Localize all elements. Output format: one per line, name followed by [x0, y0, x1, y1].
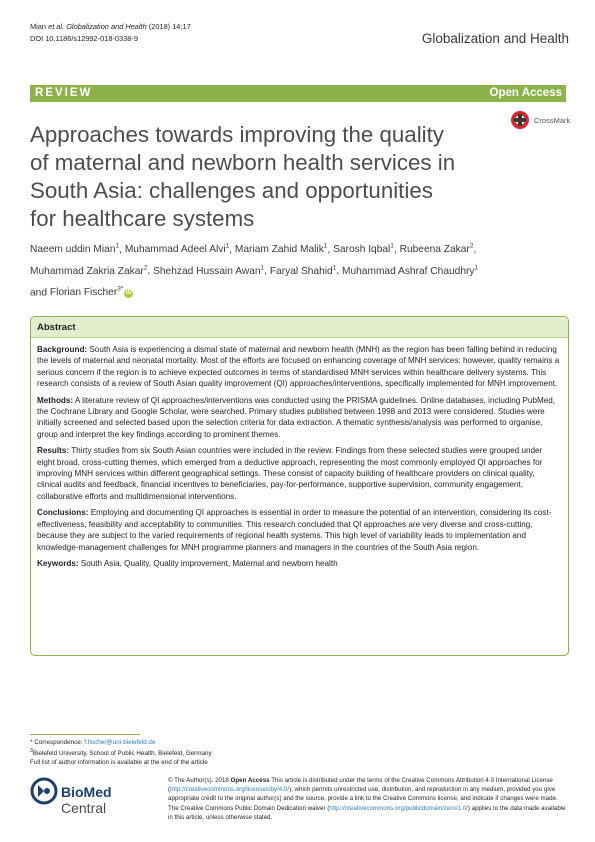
- crossmark-badge[interactable]: [510, 110, 576, 132]
- author[interactable]: Muhammad Ashraf Chaudhry$^1$: [341, 264, 479, 277]
- author[interactable]: Sarosh Iqbal$^1$: [333, 243, 394, 256]
- author[interactable]: Faryal Shahid$^1$: [269, 264, 337, 277]
- citation-year-pages: (2018) 14:17: [148, 22, 191, 31]
- abstract-header: [31, 317, 568, 338]
- author[interactable]: Rubeena Zakar$^2$: [399, 243, 474, 256]
- abstract-methods: Methods: A literature review of QI approaches/interventions was conducted using the PRISMA guidelines. Online databases, including PubMed, the Cochrane Library and Google Scholar, were searched. Primary studies published between 1998 and 2013 were considered. Studies were initially screened and selected based upon the selection criteria for data extraction. A thematic synthesis/analysis was performed to organise, group and interpret the key findings according to prominent themes.: [37, 395, 556, 439]
- author[interactable]: Muhammad Zakria Zakar$^2$: [30, 264, 148, 277]
- authors-and: and: [30, 287, 47, 299]
- open-access-label: Open Access: [489, 87, 562, 99]
- title-line-4: for healthcare systems: [30, 206, 255, 231]
- publisher-logo: [30, 776, 160, 816]
- affiliation: $^3$Bielefeld University, School of Public Health, Bielefeld, Germany: [30, 748, 212, 758]
- orcid-icon[interactable]: iD: [125, 290, 132, 297]
- license-link-zero[interactable]: http://creativecommons.org/publicdomain/zero/1.0/: [329, 804, 468, 812]
- abstract-box: [30, 316, 569, 656]
- license-link-by[interactable]: http://creativecommons.org/licenses/by/4.0/: [170, 786, 290, 794]
- doi[interactable]: DOI 10.1186/s12992-018-0338-9: [30, 33, 138, 43]
- license-text: © The Author(s). 2018 Open Access This article is distributed under the terms of the Creative Commons Attribution 4.0 International License (http://creativecommons.org/licenses/by/4.0/), which permits unrestricted use, distribution, and reproduction in any medium, provided you give appropriate credit to the original author(s) and the source, provide a link to the Creative Commons license, and indicate if changes were made. The Creative Commons Public Domain Dedication waiver (http://creativecommons.org/publicdomain/zero/1.0/) applies to the data made available in this article, unless otherwise stated.: [168, 777, 566, 821]
- author[interactable]: Florian Fischer$^{3*}$: [49, 285, 124, 299]
- abstract-keywords: Keywords: South Asia, Quality, Quality improvement, Maternal and newborn health: [37, 558, 338, 568]
- correspondence: * Correspondence: f.fischer@uni-bielefeld.de: [30, 739, 156, 746]
- author-list: Naeem uddin Mian$^1$, Muhammad Adeel Alvi$^1$, Mariam Zahid Malik$^1$, Sarosh Iqbal$^1$, Rubeena Zakar$^2$, Muhammad Zakria Zakar$^2$, Shehzad Hussain Awan$^1$, Faryal Shahid$^1$, Muhammad Ashraf Chaudhry$^1$ and Florian Fischer$^{3*}$iD: [30, 243, 479, 299]
- abstract-results: Results: Thirty studies from six South Asian countries were included in the review. Findings from these selected studies were grouped under eight broad, cross-cutting themes, which emerged from a deductive approach, representing the most commonly employed QI approaches for improving MNH services within different geographical settings. These consist of capacity building of healthcare providers on clinical quality, clinical audits and feedback, financial incentives to beneficiaries, pay-for-performance, supportive supervision, community engagement, collaborative efforts and multidimensional interventions.: [37, 446, 543, 501]
- title-line-2: of maternal and newborn health services in: [30, 150, 456, 175]
- abstract-heading: Abstract: [37, 322, 76, 333]
- abstract-conclusions: Conclusions: Employing and documenting QI approaches is essential in order to measure the potential of an intervention, considering its cost-effectiveness, feasibility and acceptability to communities. This research concluded that QI approaches are very diverse and cross-cutting, because they are subject to the varied requirements of regional health systems. This high level of variability leads to implementation and knowledge-management challenges for MNH programme planners and managers in the countries of the South Asia region.: [37, 508, 552, 552]
- citation-authors: Mian: [30, 22, 47, 31]
- citation: [30, 21, 191, 33]
- journal-name: Globalization and Health: [421, 31, 569, 46]
- title-line-1: Approaches towards improving the quality: [30, 122, 444, 147]
- citation-journal: Globalization and Health: [66, 22, 147, 31]
- crossmark-icon: [510, 110, 530, 130]
- author[interactable]: Naeem uddin Mian$^1$: [30, 243, 120, 256]
- abstract-body: [37, 344, 561, 574]
- footnotes: [30, 738, 212, 767]
- citation-etal: et al.: [48, 22, 65, 31]
- footnote-divider: [30, 734, 140, 735]
- biomed-central-icon: [30, 777, 58, 805]
- author[interactable]: Shehzad Hussain Awan$^1$: [153, 264, 265, 277]
- crossmark-label: CrossMark: [534, 116, 571, 125]
- article-title: [30, 121, 510, 233]
- correspondence-email[interactable]: f.fischer@uni-bielefeld.de: [84, 739, 156, 746]
- title-line-3: South Asia: challenges and opportunities: [30, 178, 433, 203]
- abstract-background: Background: South Asia is experiencing a dismal state of maternal and newborn health (MNH) as the region has been falling behind in reducing the levels of maternal and neonatal mortality. Most of the efforts are focused on enhancing coverage of MNH services; however, quality remains a serious concern if the region is to achieve expected outcomes in terms of standardised MNH services within healthcare delivery systems. This research consists of a review of South Asian quality improvement (QI) approaches/interventions, specifically implemented for MNH improvement.: [37, 345, 560, 389]
- author[interactable]: Muhammad Adeel Alvi$^1$: [124, 243, 230, 256]
- author[interactable]: Mariam Zahid Malik$^1$: [234, 243, 328, 256]
- running-header: [30, 21, 191, 44]
- full-list-note: Full list of author information is available at the end of the article: [30, 759, 208, 767]
- article-type-label: REVIEW: [35, 87, 93, 99]
- article-type-banner: [30, 85, 566, 102]
- publisher-name: BioMed Central: [61, 784, 112, 816]
